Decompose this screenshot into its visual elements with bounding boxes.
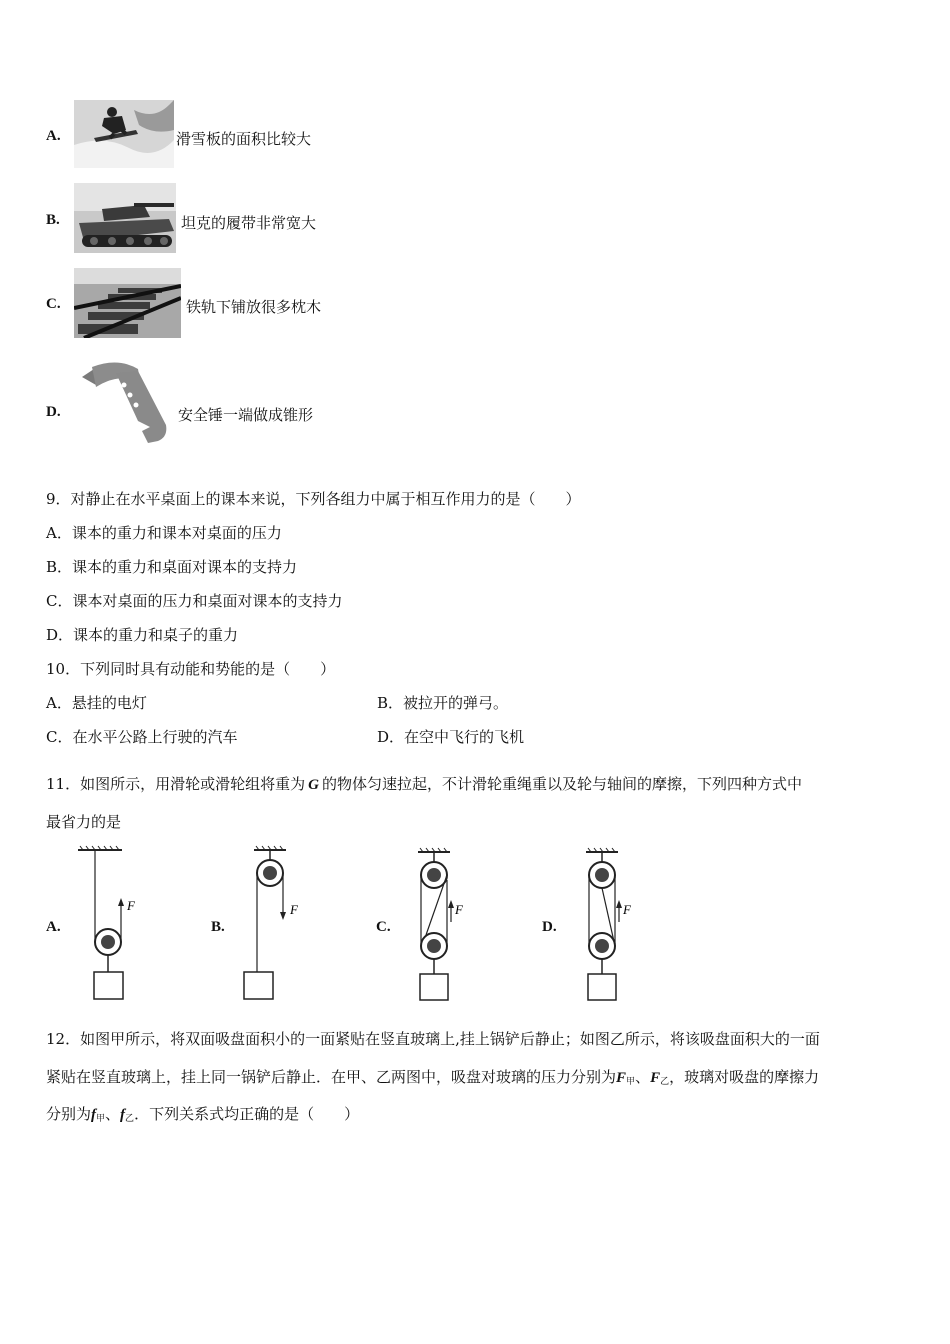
- pulley-diagram-b: [236, 842, 316, 1007]
- question-line1: 12．如图甲所示，将双面吸盘面积小的一面紧贴在竖直玻璃上,挂上锅铲后静止；如图乙所示，将该吸盘面积大的一面: [46, 1030, 820, 1048]
- force-label: F: [127, 898, 135, 913]
- option-d: D．课本的重力和桌子的重力: [46, 626, 239, 644]
- diagram-label-b: B.: [211, 919, 225, 935]
- option-label: C.: [46, 296, 61, 312]
- pulley-diagram-c: [406, 842, 486, 1007]
- subscript-jia: 甲: [626, 1077, 636, 1087]
- diagram-label-c: C.: [376, 919, 391, 935]
- diagram-label-a: A.: [46, 919, 61, 935]
- option-text: 安全锤一端做成锥形: [178, 406, 314, 424]
- safety-hammer-image: [78, 355, 170, 447]
- question-stem: 10．下列同时具有动能和势能的是（ ）: [46, 660, 336, 678]
- stem-text: 的物体匀速拉起，不计滑轮重绳重以及轮与轴间的摩擦，下列四种方式中: [321, 775, 802, 793]
- weight-variable: G: [308, 777, 319, 793]
- friction-variable: f: [120, 1107, 126, 1123]
- option-text: 铁轨下铺放很多枕木: [186, 298, 322, 316]
- subscript-yi: 乙: [660, 1077, 670, 1087]
- force-variable: F: [616, 1070, 627, 1086]
- option-a: A．课本的重力和课本对桌面的压力: [46, 524, 282, 542]
- option-label: D.: [46, 404, 61, 420]
- stem-text: 紧贴在竖直玻璃上，挂上同一锅铲后静止．在甲、乙两图中，吸盘对玻璃的压力分别为: [46, 1068, 617, 1086]
- option-label: B.: [46, 212, 60, 228]
- option-text: 滑雪板的面积比较大: [176, 130, 312, 148]
- pulley-diagram-a: [74, 842, 154, 1007]
- stem-text: ，玻璃对吸盘的摩擦力: [669, 1068, 820, 1086]
- separator: 、: [635, 1068, 651, 1086]
- railway-image: [74, 268, 181, 338]
- option-text: 坦克的履带非常宽大: [181, 214, 317, 232]
- question-stem-line2: 最省力的是: [46, 813, 122, 831]
- question-line3: [46, 1103, 359, 1124]
- diagram-label-d: D.: [542, 919, 557, 935]
- snowboarder-image: [74, 100, 174, 168]
- question-stem: 9．对静止在水平桌面上的课本来说，下列各组力中属于相互作用力的是（ ）: [46, 490, 581, 508]
- subscript-yi: 乙: [125, 1114, 135, 1124]
- force-label: F: [455, 902, 463, 917]
- friction-variable: f: [91, 1107, 97, 1123]
- option-label: A.: [46, 128, 61, 144]
- question-line2: [46, 1066, 819, 1087]
- option-b: B．被拉开的弹弓。: [377, 694, 509, 712]
- subscript-jia: 甲: [96, 1114, 106, 1124]
- stem-text: 分别为: [46, 1105, 92, 1123]
- force-label: F: [290, 902, 298, 917]
- option-d: D．在空中飞行的飞机: [377, 728, 525, 746]
- stem-text: ．下列关系式均正确的是（ ）: [134, 1105, 360, 1123]
- force-variable: F: [650, 1070, 661, 1086]
- question-stem-line1: [46, 773, 802, 794]
- pulley-diagram-d: [574, 842, 654, 1007]
- tank-image: [74, 183, 176, 253]
- option-c: C．课本对桌面的压力和桌面对课本的支持力: [46, 592, 343, 610]
- force-label: F: [623, 902, 631, 917]
- option-c: C．在水平公路上行驶的汽车: [46, 728, 238, 746]
- stem-text: 11．如图所示，用滑轮或滑轮组将重为: [46, 775, 306, 793]
- option-b: B．课本的重力和桌面对课本的支持力: [46, 558, 298, 576]
- option-a: A．悬挂的电灯: [46, 694, 147, 712]
- separator: 、: [105, 1105, 121, 1123]
